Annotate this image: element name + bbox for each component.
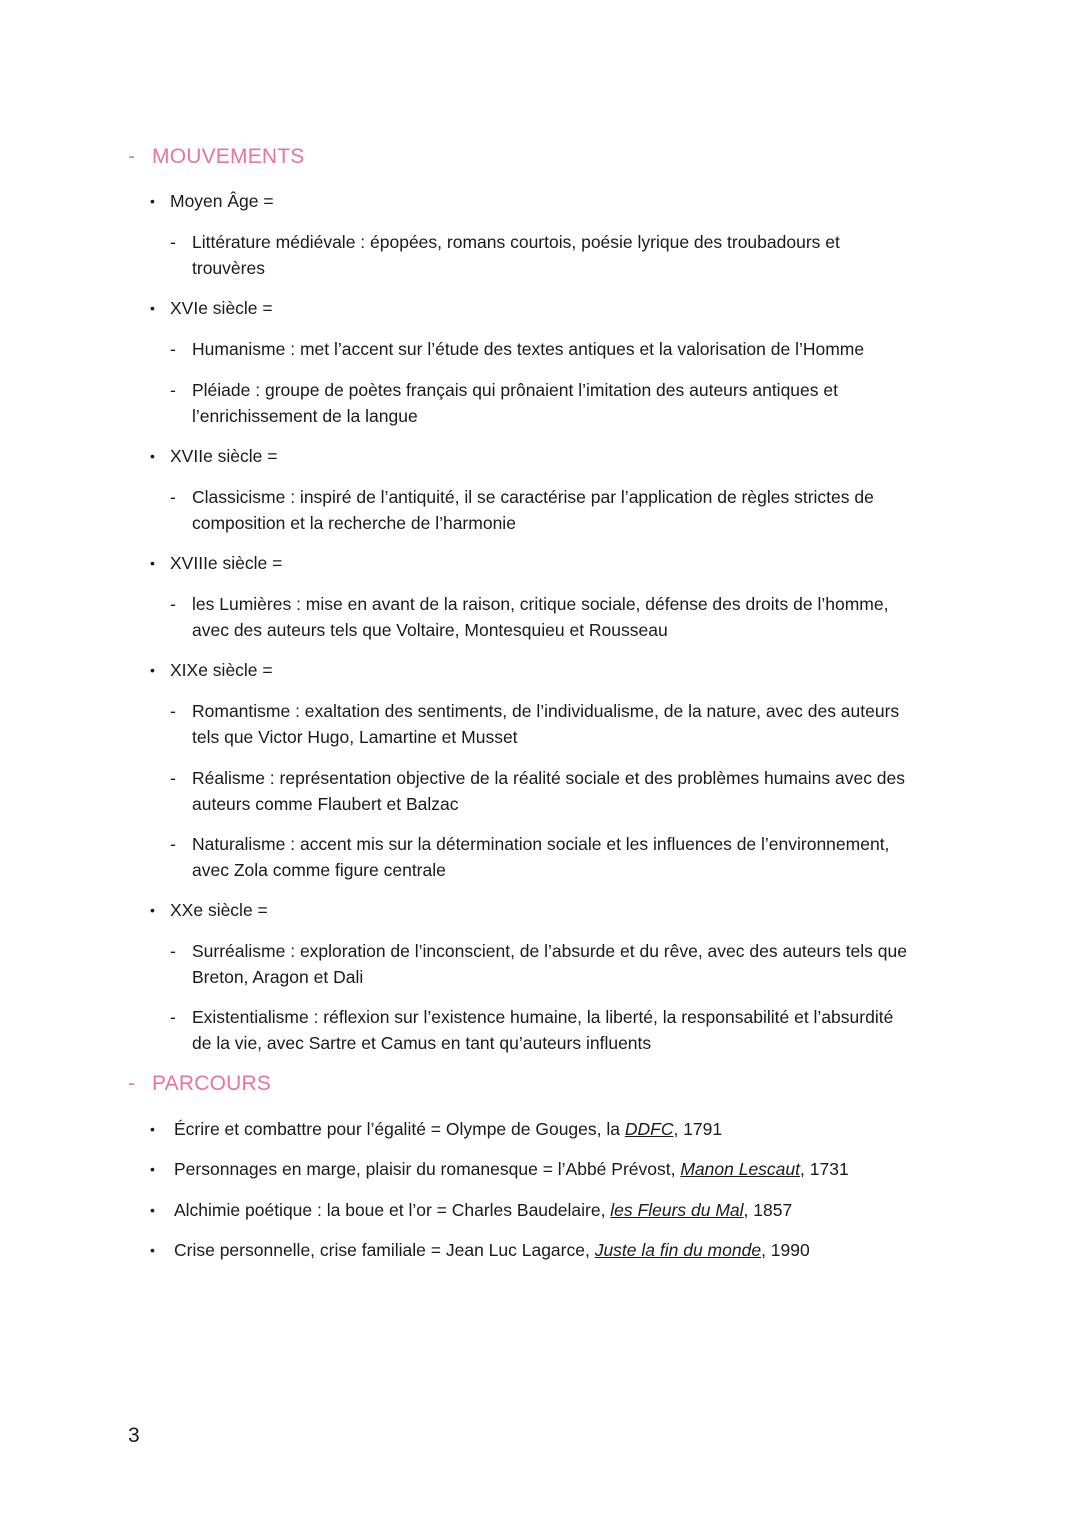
parcours-item <box>150 1237 810 1263</box>
dash-icon: - <box>170 768 176 788</box>
section-heading-mouvements <box>128 145 305 169</box>
movement-item <box>170 336 950 362</box>
parcours-year: , 1857 <box>743 1200 793 1220</box>
page-number: 3 <box>128 1424 140 1447</box>
bullet-icon: • <box>150 448 155 464</box>
period-label: XVIIIe siècle = <box>170 553 283 573</box>
dash-icon: - <box>170 380 176 400</box>
section-heading-parcours <box>128 1072 271 1096</box>
parcours-text: Alchimie poétique : la boue et l’or = Charles Baudelaire, <box>174 1200 611 1220</box>
movement-item <box>170 698 950 750</box>
bullet-icon: • <box>150 1161 155 1177</box>
heading-dash: - <box>128 1072 136 1095</box>
period-moyen-age <box>150 188 274 214</box>
period-xvie <box>150 295 273 321</box>
bullet-icon: • <box>150 555 155 571</box>
parcours-year: , 1990 <box>761 1240 810 1260</box>
period-xixe <box>150 657 273 683</box>
bullet-icon: • <box>150 1242 155 1258</box>
movement-text-line: tels que Victor Hugo, Lamartine et Musset <box>192 727 518 747</box>
parcours-text: Personnages en marge, plaisir du romanesque = l’Abbé Prévost, <box>174 1159 681 1179</box>
bullet-icon: • <box>150 902 155 918</box>
movement-item <box>170 591 950 643</box>
bullet-icon: • <box>150 662 155 678</box>
movement-text-line: Pléiade : groupe de poètes français qui prônaient l’imitation des auteurs antiques et <box>192 380 838 400</box>
movement-text-line: Romantisme : exaltation des sentiments, de l’individualisme, de la nature, avec des auteurs <box>192 701 900 721</box>
dash-icon: - <box>170 834 176 854</box>
period-label: Moyen Âge = <box>170 191 274 211</box>
movement-text-line: avec Zola comme figure centrale <box>192 860 446 880</box>
dash-icon: - <box>170 487 176 507</box>
dash-icon: - <box>170 1007 176 1027</box>
movement-item <box>170 484 950 536</box>
parcours-year: , 1791 <box>673 1119 723 1139</box>
parcours-item <box>150 1156 849 1182</box>
bullet-icon: • <box>150 1121 155 1137</box>
work-title: Juste la fin du monde <box>594 1240 762 1260</box>
heading-title: PARCOURS <box>152 1072 272 1095</box>
heading-title: MOUVEMENTS <box>152 145 305 168</box>
movement-item <box>170 938 950 990</box>
period-xviie <box>150 443 278 469</box>
work-title: Manon Lescaut <box>680 1159 801 1179</box>
parcours-item <box>150 1116 722 1142</box>
period-label: XXe siècle = <box>170 900 268 920</box>
dash-icon: - <box>170 339 176 359</box>
heading-dash: - <box>128 145 136 168</box>
movement-item <box>170 831 950 883</box>
movement-text-line: Humanisme : met l’accent sur l’étude des textes antiques et la valorisation de l’Homme <box>192 339 865 359</box>
period-xviiie <box>150 550 282 576</box>
period-label: XVIe siècle = <box>170 298 273 318</box>
movement-text-line: l’enrichissement de la langue <box>192 406 418 426</box>
parcours-text: Crise personnelle, crise familiale = Jean Luc Lagarce, <box>174 1240 595 1260</box>
movement-text-line: Réalisme : représentation objective de la réalité sociale et des problèmes humains avec des <box>192 768 906 788</box>
movement-item <box>170 1004 950 1056</box>
period-xxe <box>150 897 268 923</box>
movement-text-line: Surréalisme : exploration de l’inconscient, de l’absurde et du rêve, avec des auteurs tels que <box>192 941 907 961</box>
movement-item <box>170 377 950 429</box>
movement-text-line: de la vie, avec Sartre et Camus en tant qu’auteurs influents <box>192 1033 652 1053</box>
work-title: les Fleurs du Mal <box>610 1200 744 1220</box>
movement-item <box>170 229 950 281</box>
period-label: XVIIe siècle = <box>170 446 278 466</box>
parcours-item <box>150 1197 792 1223</box>
bullet-icon: • <box>150 300 155 316</box>
dash-icon: - <box>170 232 176 252</box>
parcours-year: , 1731 <box>800 1159 849 1179</box>
movement-text-line: avec des auteurs tels que Voltaire, Montesquieu et Rousseau <box>192 620 668 640</box>
movement-text-line: auteurs comme Flaubert et Balzac <box>192 794 459 814</box>
movement-text-line: Breton, Aragon et Dali <box>192 967 364 987</box>
period-label: XIXe siècle = <box>170 660 273 680</box>
movement-text-line: Existentialisme : réflexion sur l’existence humaine, la liberté, la responsabilité et l’absurdité <box>192 1007 894 1027</box>
movement-text-line: composition et la recherche de l’harmonie <box>192 513 516 533</box>
dash-icon: - <box>170 594 176 614</box>
movement-text-line: Littérature médiévale : épopées, romans courtois, poésie lyrique des troubadours et <box>192 232 840 252</box>
movement-text-line: Naturalisme : accent mis sur la détermination sociale et les influences de l’environnement, <box>192 834 890 854</box>
movement-item <box>170 765 950 817</box>
bullet-icon: • <box>150 1202 155 1218</box>
movement-text-line: Classicisme : inspiré de l’antiquité, il se caractérise par l’application de règles strictes de <box>192 487 874 507</box>
parcours-text: Écrire et combattre pour l’égalité = Olympe de Gouges, la <box>174 1119 625 1139</box>
movement-text-line: les Lumières : mise en avant de la raison, critique sociale, défense des droits de l’homme, <box>192 594 889 614</box>
work-title: DDFC <box>624 1119 674 1139</box>
dash-icon: - <box>170 941 176 961</box>
bullet-icon: • <box>150 193 155 209</box>
movement-text-line: trouvères <box>192 258 265 278</box>
dash-icon: - <box>170 701 176 721</box>
